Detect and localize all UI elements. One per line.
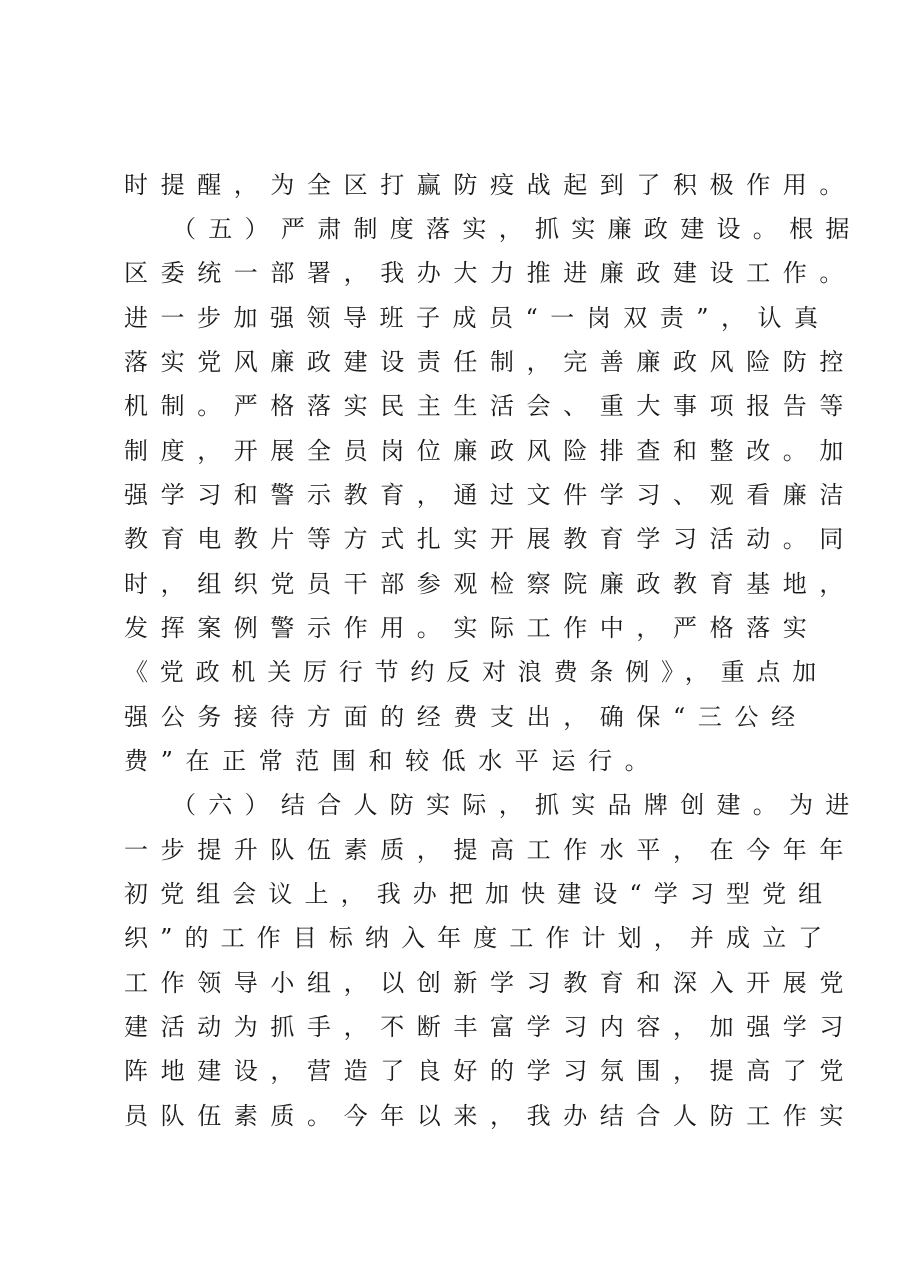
- text-line: 员队伍素质。今年以来，我办结合人防工作实: [124, 1102, 856, 1130]
- text-line: 教育电教片等方式扎实开展教育学习活动。同: [124, 525, 856, 553]
- text-line: 工作领导小组，以创新学习教育和深入开展党: [124, 969, 856, 997]
- text-line: 时，组织党员干部参观检察院廉政教育基地，: [124, 570, 856, 598]
- text-line: 织”的工作目标纳入年度工作计划，并成立了: [124, 924, 835, 952]
- text-line: 初党组会议上，我办把加快建设“学习型党组: [124, 880, 835, 908]
- text-line: 机制。严格落实民主生活会、重大事项报告等: [124, 392, 856, 420]
- text-line: 一步提升队伍素质，提高工作水平，在今年年: [124, 836, 856, 864]
- text-line: 阵地建设，营造了良好的学习氛围，提高了党: [124, 1057, 856, 1085]
- text-line: 强公务接待方面的经费支出，确保“三公经: [124, 703, 808, 731]
- text-line: 费”在正常范围和较低水平运行。: [124, 747, 662, 775]
- section-heading-line: （五）严肃制度落实，抓实廉政建设。根据: [172, 215, 862, 243]
- text-line: 发挥案例警示作用。实际工作中，严格落实: [124, 614, 820, 642]
- text-line: 落实党风廉政建设责任制，完善廉政风险防控: [124, 348, 856, 376]
- text-line: 建活动为抓手，不断丰富学习内容，加强学习: [124, 1013, 856, 1041]
- text-line: 时提醒，为全区打赢防疫战起到了积极作用。: [124, 171, 856, 199]
- text-line: 进一步加强领导班子成员“一岗双责”，认真: [124, 304, 831, 332]
- section-heading-line: （六）结合人防实际，抓实品牌创建。为进: [172, 791, 862, 819]
- text-line: 强学习和警示教育，通过文件学习、观看廉洁: [124, 481, 856, 509]
- text-line: 制度，开展全员岗位廉政风险排查和整改。加: [124, 437, 856, 465]
- text-line: 区委统一部署，我办大力推进廉政建设工作。: [124, 259, 856, 287]
- text-line: 《党政机关厉行节约反对浪费条例》，重点加: [124, 658, 828, 686]
